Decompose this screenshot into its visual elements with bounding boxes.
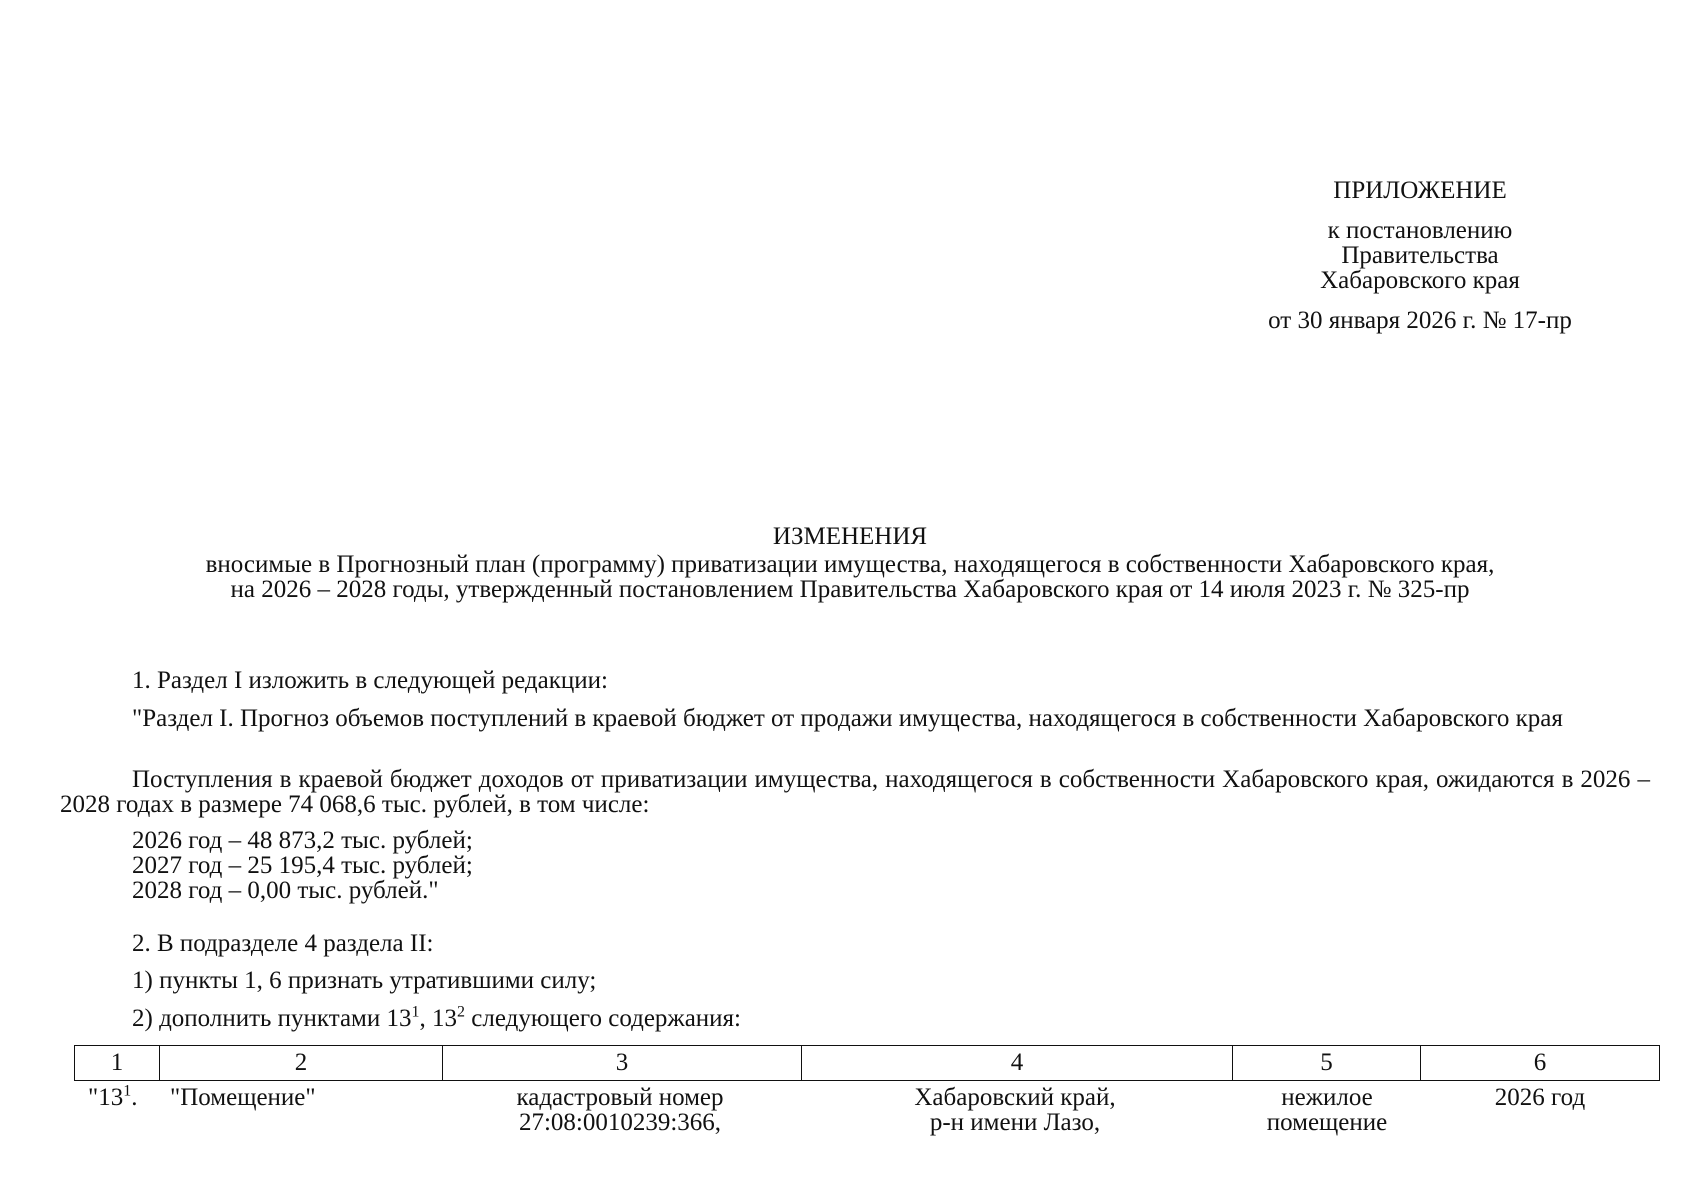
item-2-2-suffix: следующего содержания: [465, 1005, 741, 1032]
row-number-suffix: . [131, 1084, 138, 1111]
appendix-ref-line: Правительства [1341, 242, 1499, 269]
cadastre-line: 27:08:0010239:366, [518, 1109, 722, 1136]
type-line: нежилое [1281, 1084, 1373, 1111]
year-2026-line: 2026 год – 48 873,2 тыс. рублей; [132, 827, 473, 854]
table-cell-address [800, 1085, 1230, 1135]
section-heading: "Раздел I. Прогноз объемов поступлений в краевой бюджет от продажи имущества, находящегося в собственности Хабаровского края [132, 705, 1563, 732]
superscript: 1 [411, 1003, 420, 1021]
column-header: 1 [75, 1046, 160, 1081]
item-2-2-prefix: 2) дополнить пунктами 13 [132, 1005, 412, 1032]
item-2-2 [132, 1003, 1332, 1032]
column-header: 3 [443, 1046, 802, 1081]
column-header: 4 [802, 1046, 1233, 1081]
appendix-reference [1180, 218, 1660, 293]
address-line: Хабаровский край, [914, 1084, 1116, 1111]
year-2028-line: 2028 год – 0,00 тыс. рублей." [132, 877, 439, 904]
table-cell-number [88, 1082, 138, 1111]
column-header: 6 [1421, 1046, 1660, 1081]
property-table-header [74, 1045, 1660, 1081]
table-cell-type [1232, 1085, 1422, 1135]
row-number-prefix: "13 [88, 1084, 124, 1111]
item-2-2-mid: , 13 [419, 1005, 458, 1032]
document-subtitle-line: вносимые в Прогнозный план (программу) приватизации имущества, находящегося в собственности Хабаровского края, [205, 551, 1495, 578]
appendix-ref-line: к постановлению [1327, 217, 1513, 244]
table-cell-name: "Помещение" [170, 1084, 316, 1111]
column-header: 5 [1233, 1046, 1421, 1081]
appendix-heading: ПРИЛОЖЕНИЕ [1333, 177, 1507, 204]
document-title-block [60, 522, 1640, 602]
appendix-block [1180, 176, 1660, 335]
document-title: ИЗМЕНЕНИЯ [772, 523, 928, 550]
cadastre-line: кадастровый номер [516, 1084, 724, 1111]
item-2-1: 1) пункты 1, 6 признать утратившими силу; [132, 967, 597, 994]
item-1: 1. Раздел I изложить в следующей редакции: [132, 667, 608, 694]
type-line: помещение [1266, 1109, 1388, 1136]
item-2: 2. В подразделе 4 раздела II: [132, 930, 434, 957]
table-cell-cadastre [440, 1085, 800, 1135]
document-subtitle-line: на 2026 – 2028 годы, утвержденный постановлением Правительства Хабаровского края от 14 июля 2023 г. № 325-пр [230, 576, 1470, 603]
superscript: 1 [123, 1082, 132, 1100]
appendix-ref-line: Хабаровского края [1320, 267, 1520, 294]
receipts-paragraph: Поступления в краевой бюджет доходов от приватизации имущества, находящегося в собственности Хабаровского края, ожидаются в 2026 – 2028 годах в размере 74 068,6 тыс. рублей, в том числе: [60, 766, 1650, 818]
address-line: р-н имени Лазо, [929, 1109, 1101, 1136]
superscript: 2 [457, 1003, 466, 1021]
year-2027-line: 2027 год – 25 195,4 тыс. рублей; [132, 852, 473, 879]
table-cell-year: 2026 год [1494, 1084, 1586, 1111]
column-header: 2 [160, 1046, 443, 1081]
appendix-date: от 30 января 2026 г. № 17-пр [1268, 307, 1572, 334]
